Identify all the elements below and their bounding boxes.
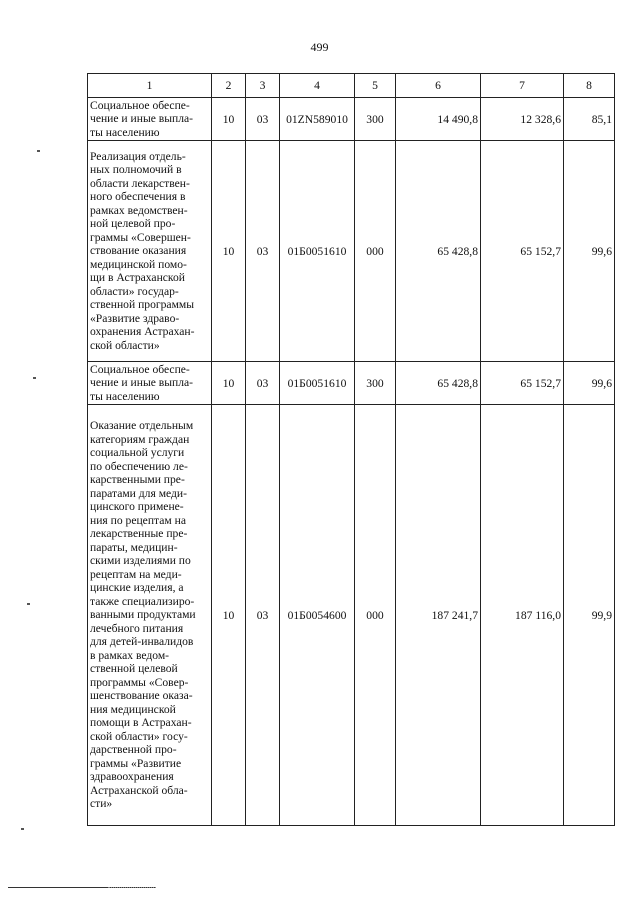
row-section: 10 (212, 141, 246, 362)
row-description: Социальное обеспе- чение и иные выпла- ты населению (88, 98, 212, 141)
header-cell-4: 4 (280, 74, 355, 98)
row-expense-type: 300 (355, 98, 396, 141)
header-cell-6: 6 (396, 74, 481, 98)
header-cell-2: 2 (212, 74, 246, 98)
table-row (88, 141, 615, 362)
row-section: 10 (212, 98, 246, 141)
row-executed-amount: 65 152,7 (481, 362, 564, 405)
row-description: Социальное обеспе- чение и иные выпла- ты населению (88, 362, 212, 405)
margin-mark (37, 150, 40, 152)
budget-table (87, 73, 615, 826)
row-expense-type: 000 (355, 141, 396, 362)
row-execution-percent: 99,6 (564, 141, 615, 362)
header-cell-3: 3 (246, 74, 280, 98)
row-section: 10 (212, 405, 246, 826)
margin-mark (27, 603, 30, 605)
row-subsection: 03 (246, 405, 280, 826)
row-description: Реализация отдель- ных полномочий в области лекарствен- ного обеспечения в рамках ведомствен- ной целевой про- граммы «Совершен- ствование оказания медицинской помо- щи в Астраханской области» государ- ственной программы «Развитие здраво- охранения Астрахан- ской области» (88, 141, 212, 362)
row-execution-percent: 85,1 (564, 98, 615, 141)
row-subsection: 03 (246, 98, 280, 141)
row-target-code: 01ZN589010 (280, 98, 355, 141)
row-subsection: 03 (246, 141, 280, 362)
header-cell-7: 7 (481, 74, 564, 98)
table-row (88, 405, 615, 826)
row-approved-amount: 65 428,8 (396, 141, 481, 362)
row-execution-percent: 99,6 (564, 362, 615, 405)
row-approved-amount: 65 428,8 (396, 362, 481, 405)
row-executed-amount: 65 152,7 (481, 141, 564, 362)
row-execution-percent: 99,9 (564, 405, 615, 826)
margin-mark (33, 377, 36, 379)
header-cell-1: 1 (88, 74, 212, 98)
row-expense-type: 000 (355, 405, 396, 826)
footer-rule-dotted (108, 887, 156, 889)
header-cell-8: 8 (564, 74, 615, 98)
row-approved-amount: 14 490,8 (396, 98, 481, 141)
row-section: 10 (212, 362, 246, 405)
margin-mark (21, 828, 24, 830)
row-target-code: 01Б0054600 (280, 405, 355, 826)
page-number: 499 (310, 40, 329, 54)
table-header-row (88, 74, 615, 98)
row-expense-type: 300 (355, 362, 396, 405)
row-description: Оказание отдельным категориям граждан социальной услуги по обеспечению ле- карственными пре- паратами для меди- цинского примене- ния по рецептам на лекарственные пре- параты, медицин- скими изделиями по рецептам на меди- цинские изделия, а также специализиро- ванными продуктами лечебного питания для детей-инвалидов в рамках ведом- ственной целевой программы «Совер- шенствование оказа- ния медицинской помощи в Астрахан- ской области» госу- дарственной про- граммы «Развитие здравоохранения Астраханской обла- сти» (88, 405, 212, 826)
row-executed-amount: 187 116,0 (481, 405, 564, 826)
row-target-code: 01Б0051610 (280, 141, 355, 362)
row-approved-amount: 187 241,7 (396, 405, 481, 826)
row-executed-amount: 12 328,6 (481, 98, 564, 141)
table-row (88, 362, 615, 405)
row-subsection: 03 (246, 362, 280, 405)
table-row (88, 98, 615, 141)
row-target-code: 01Б0051610 (280, 362, 355, 405)
header-cell-5: 5 (355, 74, 396, 98)
